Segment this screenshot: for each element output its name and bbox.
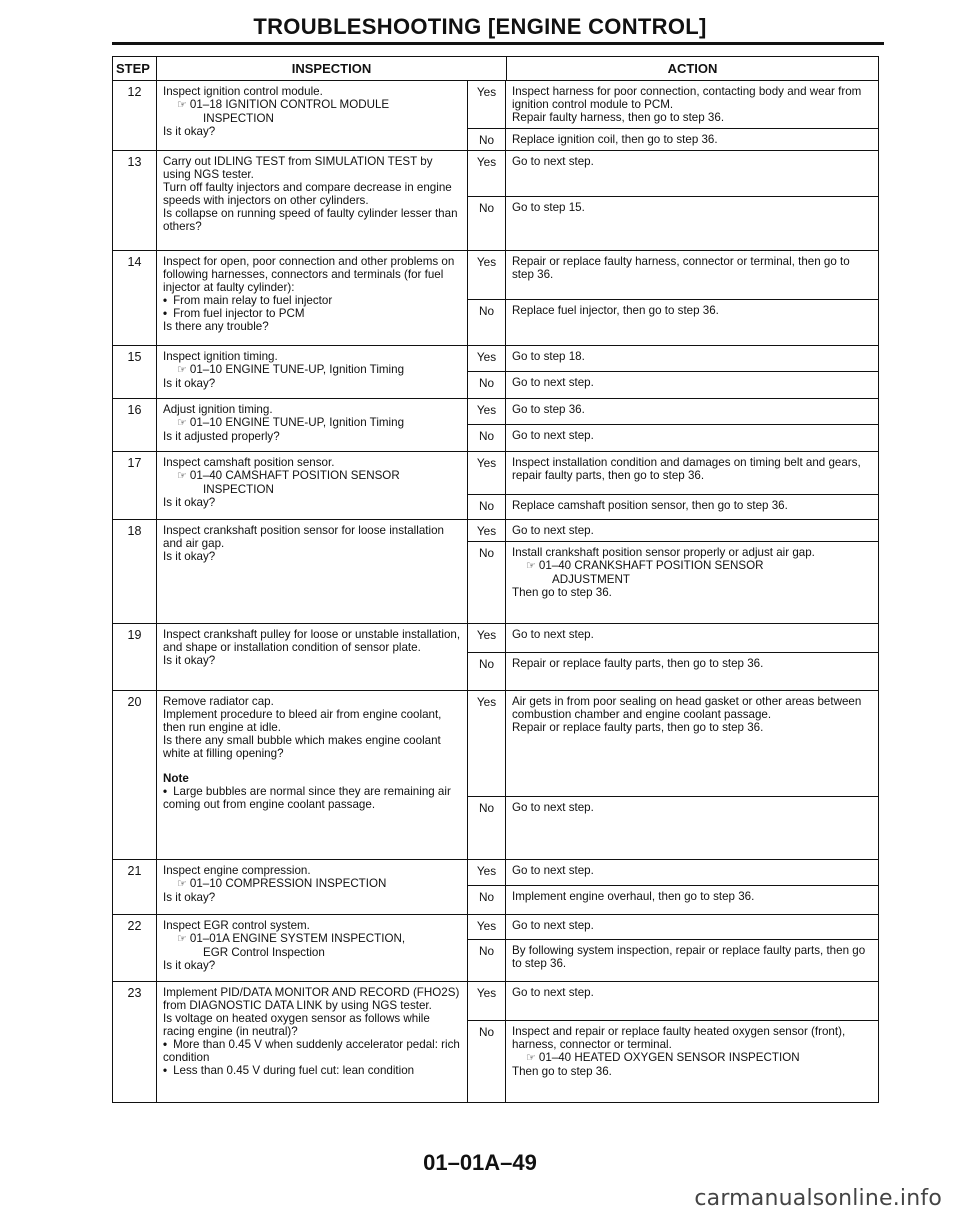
yes-action: Go to step 18. bbox=[512, 350, 585, 363]
inspection-cell bbox=[157, 81, 468, 150]
reference-text: 01–10 ENGINE TUNE-UP, Ignition Timing bbox=[189, 416, 405, 429]
no-action: Go to next step. bbox=[512, 801, 594, 814]
reference-line bbox=[163, 469, 461, 483]
yes-action: Go to next step. bbox=[512, 155, 594, 168]
inspection-cell bbox=[157, 151, 468, 250]
inspection-cell bbox=[157, 452, 468, 519]
no-action: Replace fuel injector, then go to step 36. bbox=[512, 304, 719, 317]
step-number: 17 bbox=[113, 452, 157, 519]
step-row-19 bbox=[113, 624, 878, 691]
answer-yes bbox=[468, 691, 878, 797]
yes-label: Yes bbox=[468, 81, 506, 128]
inspection-line: Inspect ignition control module. bbox=[163, 85, 323, 98]
answer-no bbox=[468, 886, 878, 914]
no-action: Go to step 15. bbox=[512, 201, 585, 214]
yes-action: Go to next step. bbox=[512, 986, 594, 999]
action-cell bbox=[468, 251, 878, 345]
action-cell bbox=[468, 151, 878, 250]
reference-hand-icon: ☞ bbox=[177, 99, 187, 111]
step-number: 14 bbox=[113, 251, 157, 345]
question-line: Is it okay? bbox=[163, 891, 216, 904]
troubleshooting-table bbox=[112, 56, 879, 1103]
no-action bbox=[506, 1021, 878, 1102]
answer-yes bbox=[468, 399, 878, 425]
reference-text: 01–40 HEATED OXYGEN SENSOR INSPECTION bbox=[538, 1051, 800, 1064]
action-line: Inspect and repair or replace faulty heated oxygen sensor (front), harness, connector or terminal. bbox=[512, 1025, 849, 1051]
header-inspection: INSPECTION bbox=[157, 57, 507, 80]
action-cell bbox=[468, 520, 878, 623]
question-line: Is it okay? bbox=[163, 377, 216, 390]
answer-yes bbox=[468, 452, 878, 495]
inspection-cell bbox=[157, 346, 468, 398]
inspection-cell bbox=[157, 982, 468, 1102]
reference-line bbox=[512, 1051, 872, 1065]
yes-action: Inspect harness for poor connection, contacting body and wear from ignition control module to PCM. Repair faulty harness, then go to step 36. bbox=[512, 85, 862, 124]
no-label: No bbox=[468, 300, 506, 345]
no-label: No bbox=[468, 886, 506, 914]
answer-yes bbox=[468, 982, 878, 1021]
reference-line-cont: EGR Control Inspection bbox=[203, 946, 325, 959]
inspection-line: Turn off faulty injectors and compare decrease in engine speeds with injectors on other cylinders. bbox=[163, 181, 455, 207]
step-row-17 bbox=[113, 452, 878, 520]
answer-no bbox=[468, 300, 878, 345]
answer-no bbox=[468, 1021, 878, 1102]
answer-yes bbox=[468, 151, 878, 197]
answer-no bbox=[468, 372, 878, 398]
step-number: 19 bbox=[113, 624, 157, 690]
step-number: 20 bbox=[113, 691, 157, 859]
answer-yes bbox=[468, 81, 878, 129]
watermark: carmanualsonline.info bbox=[694, 1186, 942, 1211]
reference-line bbox=[163, 416, 461, 430]
answer-no bbox=[468, 653, 878, 690]
inspection-cell bbox=[157, 860, 468, 914]
step-number: 16 bbox=[113, 399, 157, 451]
reference-line-cont: INSPECTION bbox=[203, 483, 274, 496]
yes-label: Yes bbox=[468, 982, 506, 1020]
answer-no bbox=[468, 425, 878, 451]
no-action: Replace ignition coil, then go to step 36. bbox=[512, 133, 718, 146]
header-step: STEP bbox=[113, 57, 157, 80]
yes-label: Yes bbox=[468, 151, 506, 196]
question-line: Is it okay? bbox=[163, 959, 216, 972]
step-number: 21 bbox=[113, 860, 157, 914]
step-row-12 bbox=[113, 81, 878, 151]
answer-yes bbox=[468, 520, 878, 542]
table-header bbox=[113, 57, 878, 81]
yes-action: Air gets in from poor sealing on head gasket or other areas between combustion chamber and engine coolant passage. Repair or replace faulty parts, then go to step 36. bbox=[512, 695, 862, 734]
reference-line bbox=[163, 932, 461, 946]
step-number: 22 bbox=[113, 915, 157, 981]
question-line: Is voltage on heated oxygen sensor as follows while racing engine (in neutral)? bbox=[163, 1012, 434, 1038]
bullet-item: • Less than 0.45 V during fuel cut: lean condition bbox=[163, 1064, 461, 1077]
yes-action: Go to next step. bbox=[512, 864, 594, 877]
bullet-item: • Large bubbles are normal since they are remaining air coming out from engine coolant passage. bbox=[163, 785, 461, 811]
reference-line-cont: ADJUSTMENT bbox=[552, 573, 630, 586]
action-cell bbox=[468, 624, 878, 690]
question-line: Is it okay? bbox=[163, 496, 216, 509]
answer-no bbox=[468, 542, 878, 623]
inspection-cell bbox=[157, 251, 468, 345]
action-cell bbox=[468, 81, 878, 150]
inspection-line: Inspect engine compression. bbox=[163, 864, 311, 877]
no-label: No bbox=[468, 1021, 506, 1102]
action-cell bbox=[468, 691, 878, 859]
action-line: Then go to step 36. bbox=[512, 586, 612, 599]
no-action: Repair or replace faulty parts, then go to step 36. bbox=[512, 657, 764, 670]
title-rule bbox=[112, 42, 884, 45]
page-title: TROUBLESHOOTING [ENGINE CONTROL] bbox=[253, 14, 707, 39]
action-cell bbox=[468, 915, 878, 981]
no-action bbox=[506, 542, 878, 623]
inspection-line: Inspect crankshaft position sensor for loose installation and air gap. bbox=[163, 524, 448, 550]
reference-line bbox=[512, 559, 872, 573]
yes-action: Inspect installation condition and damages on timing belt and gears, repair faulty parts, then go to step 36. bbox=[512, 456, 864, 482]
yes-label: Yes bbox=[468, 860, 506, 885]
reference-text: 01–10 ENGINE TUNE-UP, Ignition Timing bbox=[189, 363, 405, 376]
no-label: No bbox=[468, 425, 506, 451]
step-row-21 bbox=[113, 860, 878, 915]
inspection-line: Implement procedure to bleed air from engine coolant, then run engine at idle. bbox=[163, 708, 445, 734]
step-number: 23 bbox=[113, 982, 157, 1102]
yes-label: Yes bbox=[468, 399, 506, 424]
yes-action: Repair or replace faulty harness, connector or terminal, then go to step 36. bbox=[512, 255, 853, 281]
reference-text: 01–10 COMPRESSION INSPECTION bbox=[189, 877, 387, 890]
step-number: 18 bbox=[113, 520, 157, 623]
no-label: No bbox=[468, 797, 506, 859]
no-label: No bbox=[468, 653, 506, 690]
action-cell bbox=[468, 452, 878, 519]
no-label: No bbox=[468, 197, 506, 250]
inspection-cell bbox=[157, 624, 468, 690]
reference-hand-icon: ☞ bbox=[177, 417, 187, 429]
action-line: Then go to step 36. bbox=[512, 1065, 612, 1078]
action-cell bbox=[468, 860, 878, 914]
reference-hand-icon: ☞ bbox=[526, 1052, 536, 1064]
bullet-item: • More than 0.45 V when suddenly accelerator pedal: rich condition bbox=[163, 1038, 461, 1064]
inspection-line: Inspect ignition timing. bbox=[163, 350, 278, 363]
yes-label: Yes bbox=[468, 624, 506, 652]
reference-hand-icon: ☞ bbox=[177, 933, 187, 945]
answer-no bbox=[468, 129, 878, 150]
yes-label: Yes bbox=[468, 452, 506, 494]
answer-no bbox=[468, 797, 878, 859]
reference-text: 01–18 IGNITION CONTROL MODULE bbox=[189, 98, 390, 111]
inspection-cell bbox=[157, 520, 468, 623]
reference-hand-icon: ☞ bbox=[526, 560, 536, 572]
step-number: 13 bbox=[113, 151, 157, 250]
answer-no bbox=[468, 197, 878, 250]
header-action: ACTION bbox=[667, 61, 718, 76]
no-label: No bbox=[468, 495, 506, 519]
inspection-line: Inspect EGR control system. bbox=[163, 919, 310, 932]
no-label: No bbox=[468, 940, 506, 981]
inspection-cell bbox=[157, 399, 468, 451]
step-row-15 bbox=[113, 346, 878, 399]
reference-line bbox=[163, 877, 461, 891]
answer-yes bbox=[468, 624, 878, 653]
question-line: Is it adjusted properly? bbox=[163, 430, 280, 443]
question-line: Is collapse on running speed of faulty cylinder lesser than others? bbox=[163, 207, 461, 233]
answer-yes bbox=[468, 346, 878, 372]
question-line: Is it okay? bbox=[163, 550, 216, 563]
step-number: 12 bbox=[113, 81, 157, 150]
no-action: Go to next step. bbox=[512, 376, 594, 389]
yes-label: Yes bbox=[468, 915, 506, 939]
action-line: Install crankshaft position sensor properly or adjust air gap. bbox=[512, 546, 815, 559]
yes-label: Yes bbox=[468, 346, 506, 371]
step-row-16 bbox=[113, 399, 878, 452]
action-cell bbox=[468, 399, 878, 451]
reference-hand-icon: ☞ bbox=[177, 470, 187, 482]
bullet-item: • From fuel injector to PCM bbox=[163, 307, 461, 320]
reference-hand-icon: ☞ bbox=[177, 364, 187, 376]
inspection-line: Inspect for open, poor connection and other problems on following harnesses, connectors and terminals (for fuel injector at faulty cylinder): bbox=[163, 255, 458, 294]
question-line: Is it okay? bbox=[163, 125, 216, 138]
inspection-line: Inspect crankshaft pulley for loose or unstable installation, and shape or installation condition of sensor plate. bbox=[163, 628, 464, 654]
step-row-14 bbox=[113, 251, 878, 346]
no-label: No bbox=[468, 129, 506, 150]
bullet-item: • From main relay to fuel injector bbox=[163, 294, 461, 307]
step-row-23 bbox=[113, 982, 878, 1102]
step-row-20 bbox=[113, 691, 878, 860]
reference-text: 01–40 CAMSHAFT POSITION SENSOR bbox=[189, 469, 400, 482]
answer-no bbox=[468, 495, 878, 519]
note-heading: Note bbox=[163, 772, 189, 785]
reference-text: 01–40 CRANKSHAFT POSITION SENSOR bbox=[538, 559, 764, 572]
reference-text: 01–01A ENGINE SYSTEM INSPECTION, bbox=[189, 932, 406, 945]
answer-yes bbox=[468, 860, 878, 886]
action-cell bbox=[468, 346, 878, 398]
no-label: No bbox=[468, 542, 506, 623]
no-label: No bbox=[468, 372, 506, 398]
yes-label: Yes bbox=[468, 691, 506, 796]
reference-line bbox=[163, 363, 461, 377]
inspection-line: Adjust ignition timing. bbox=[163, 403, 273, 416]
reference-line bbox=[163, 98, 461, 112]
yes-action: Go to next step. bbox=[512, 919, 594, 932]
inspection-line: Inspect camshaft position sensor. bbox=[163, 456, 335, 469]
yes-action: Go to step 36. bbox=[512, 403, 585, 416]
answer-no bbox=[468, 940, 878, 981]
step-row-13 bbox=[113, 151, 878, 251]
inspection-line: Carry out IDLING TEST from SIMULATION TEST by using NGS tester. bbox=[163, 155, 436, 181]
no-action: By following system inspection, repair or replace faulty parts, then go to step 36. bbox=[512, 944, 869, 970]
inspection-line: Remove radiator cap. bbox=[163, 695, 274, 708]
question-line: Is it okay? bbox=[163, 654, 216, 667]
reference-line-cont: INSPECTION bbox=[203, 112, 274, 125]
step-row-22 bbox=[113, 915, 878, 982]
no-action: Go to next step. bbox=[512, 429, 594, 442]
step-row-18 bbox=[113, 520, 878, 624]
reference-hand-icon: ☞ bbox=[177, 878, 187, 890]
yes-label: Yes bbox=[468, 251, 506, 299]
yes-action: Go to next step. bbox=[512, 524, 594, 537]
answer-yes bbox=[468, 251, 878, 300]
inspection-line: Implement PID/DATA MONITOR AND RECORD (FHO2S) from DIAGNOSTIC DATA LINK by using NGS tester. bbox=[163, 986, 463, 1012]
action-cell bbox=[468, 982, 878, 1102]
page-number: 01–01A–49 bbox=[423, 1150, 537, 1175]
inspection-cell bbox=[157, 691, 468, 859]
answer-yes bbox=[468, 915, 878, 940]
no-action: Replace camshaft position sensor, then go to step 36. bbox=[512, 499, 788, 512]
question-line: Is there any small bubble which makes engine coolant white at filling opening? bbox=[163, 734, 444, 760]
yes-label: Yes bbox=[468, 520, 506, 541]
no-action: Implement engine overhaul, then go to step 36. bbox=[512, 890, 755, 903]
question-line: Is there any trouble? bbox=[163, 320, 269, 333]
inspection-cell bbox=[157, 915, 468, 981]
step-number: 15 bbox=[113, 346, 157, 398]
yes-action: Go to next step. bbox=[512, 628, 594, 641]
